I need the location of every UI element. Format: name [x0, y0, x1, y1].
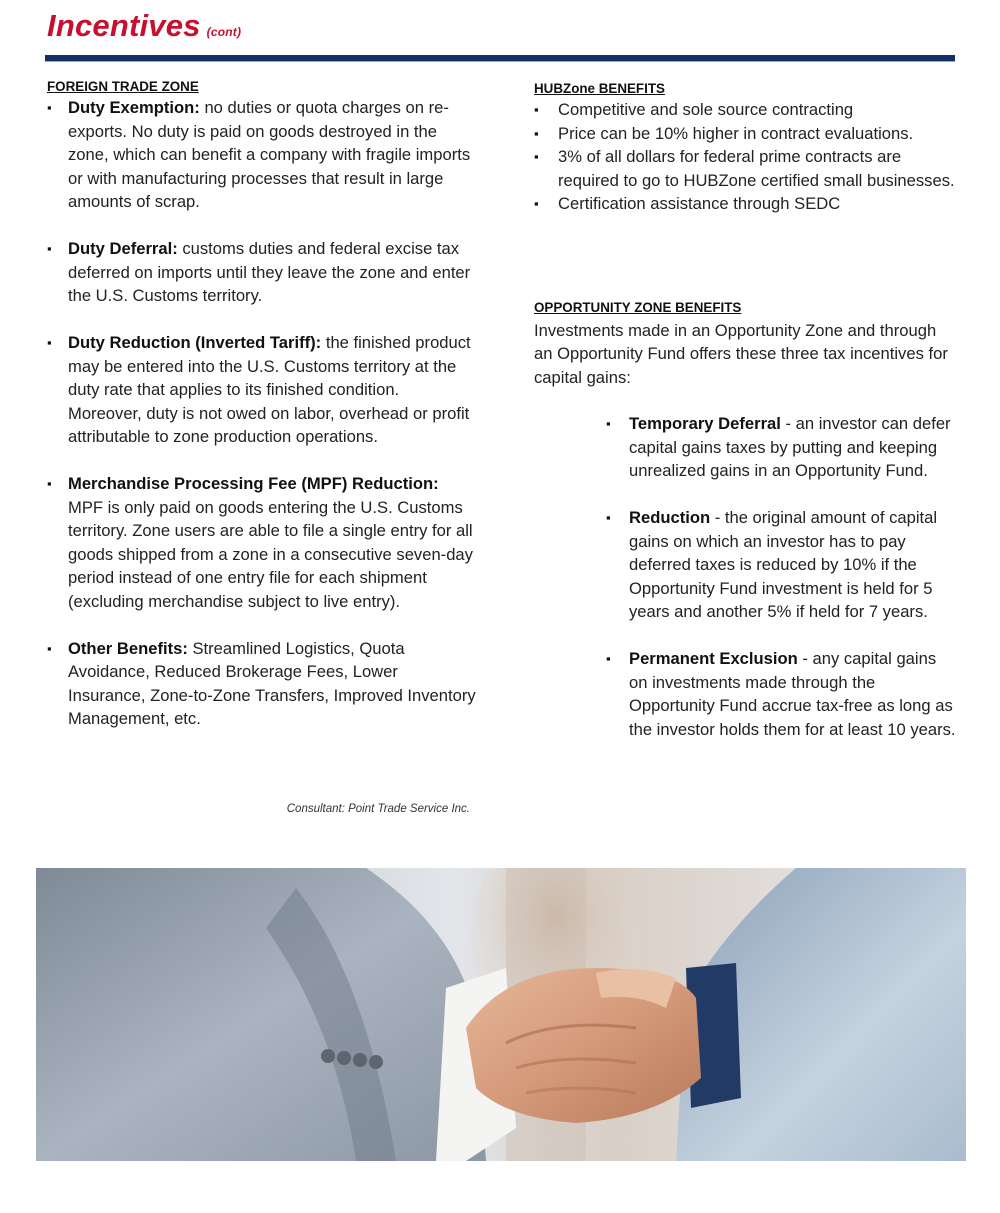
item-term: Merchandise Processing Fee (MPF) Reduction:	[68, 474, 439, 493]
header-divider	[45, 55, 955, 61]
item-term: Reduction	[629, 508, 711, 527]
item-text: MPF is only paid on goods entering the U.S. Customs territory. Zone users are able to file a single entry for all goods shipped from a zone in a consecutive seven-day period instead of one entry file for each shipment (excluding merchandise subject to live entry).	[68, 497, 473, 611]
list-item	[606, 647, 959, 741]
handshake-illustration	[36, 868, 966, 1161]
list-item: ▪ Competitive and sole source contracting	[534, 98, 959, 122]
foreign-trade-zone-heading: FOREIGN TRADE ZONE	[47, 79, 199, 94]
hubzone-list	[534, 98, 959, 216]
foreign-trade-zone-section	[47, 78, 477, 731]
consultant-credit: Consultant: Point Trade Service Inc.	[286, 803, 470, 815]
item-text: - the original amount of capital gains on which an investor has to pay deferred taxes is reduced by 10% if the Opportunity Fund investment is held for 5 years and another 5% if held for 7 years.	[629, 508, 938, 621]
item-term: Permanent Exclusion	[629, 649, 798, 668]
foreign-trade-zone-list	[47, 96, 477, 731]
list-item	[47, 96, 477, 214]
list-item: ▪ 3% of all dollars for federal prime contracts are required to go to HUBZone certified small businesses.	[534, 145, 959, 192]
list-item	[47, 237, 477, 308]
item-term: Duty Deferral:	[68, 239, 178, 258]
opportunity-zone-heading: OPPORTUNITY ZONE BENEFITS	[534, 299, 742, 315]
opportunity-zone-intro: Investments made in an Opportunity Zone and through an Opportunity Fund offers these three tax incentives for capital gains:	[534, 320, 948, 387]
list-item	[47, 637, 477, 731]
title-suffix: (cont)	[206, 25, 242, 39]
title-text: Incentives	[47, 8, 201, 43]
item-term: Duty Reduction (Inverted Tariff):	[68, 333, 322, 352]
item-text: the finished product may be entered into the U.S. Customs territory at the duty rate that applies to its finished condition. Moreover, duty is not owed on labor, overhead or profit attributable to zone production operations.	[68, 333, 471, 446]
item-text: - any capital gains on investments made through the Opportunity Fund accrue tax-free as long as the investor holds them for at least 10 years.	[629, 649, 956, 739]
item-text: no duties or quota charges on re-exports. No duty is paid on goods destroyed in the zone, which can benefit a company with fragile imports or with manufacturing processes that result in large amounts of scrap.	[68, 98, 471, 211]
item-text: - an investor can defer capital gains taxes by putting and keeping unrealized gains in an Opportunity Fund.	[629, 414, 951, 480]
list-item: ▪ Price can be 10% higher in contract evaluations.	[534, 122, 959, 146]
right-column	[534, 80, 959, 741]
list-item: ▪ Certification assistance through SEDC	[534, 192, 959, 216]
list-item	[606, 412, 959, 483]
item-term: Duty Exemption:	[68, 98, 200, 117]
hubzone-heading: HUBZone BENEFITS	[534, 81, 665, 96]
handshake-photo	[36, 868, 966, 1161]
list-item	[606, 506, 959, 624]
item-text: customs duties and federal excise tax deferred on imports until they leave the zone and enter the U.S. Customs territory.	[68, 239, 471, 305]
list-item	[47, 472, 477, 613]
item-term: Other Benefits:	[68, 638, 188, 658]
page-title	[47, 8, 241, 44]
item-text: Streamlined Logistics, Quota Avoidance, Reduced Brokerage Fees, Lower Insurance, Zone-to-Zone Transfers, Improved Inventory Management, etc.	[68, 638, 476, 728]
opportunity-zone-list	[606, 412, 959, 741]
list-item	[47, 331, 477, 449]
item-term: Temporary Deferral	[629, 414, 781, 433]
